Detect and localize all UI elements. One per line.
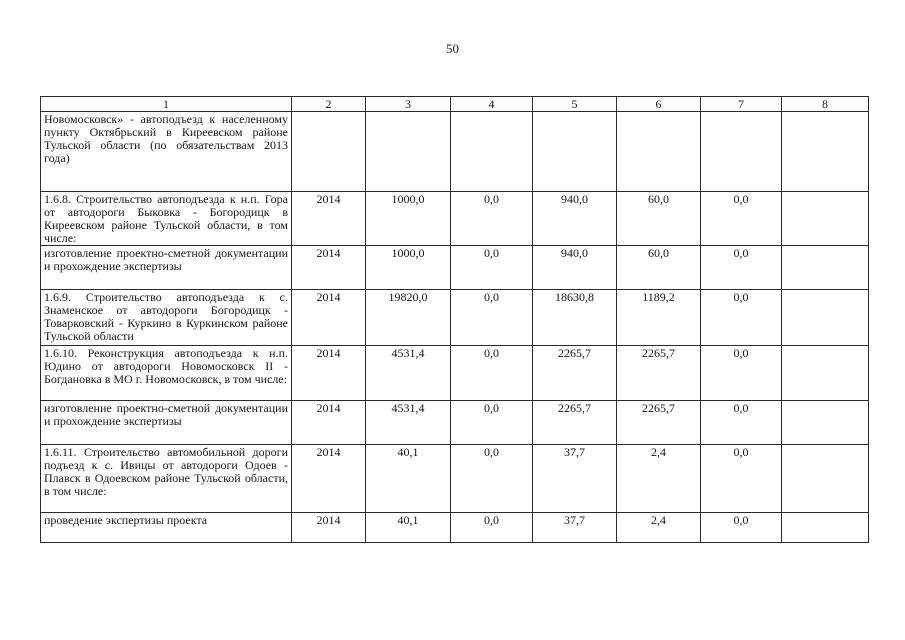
cell-col8 — [782, 445, 869, 513]
cell-col6: 60,0 — [617, 246, 701, 290]
table-row — [41, 445, 869, 513]
cell-col8 — [782, 112, 869, 192]
cell-total — [366, 112, 451, 192]
cell-col5: 2265,7 — [533, 346, 617, 401]
cell-col7: 0,0 — [701, 401, 782, 445]
cell-year: 2014 — [292, 346, 366, 401]
cell-col7: 0,0 — [701, 192, 782, 246]
cell-total: 40,1 — [366, 513, 451, 543]
cell-col6: 2265,7 — [617, 401, 701, 445]
row-description: проведение экспертизы проекта — [41, 513, 292, 543]
cell-col7: 0,0 — [701, 290, 782, 346]
row-description: 1.6.9. Строительство автоподъезда к с. Знаменское от автодороги Богородицк - Товарковский - Куркино в Куркинском районе Тульской области — [41, 290, 292, 346]
row-description: 1.6.10. Реконструкция автоподъезда к н.п. Юдино от автодороги Новомосковск II - Богдановка в МО г. Новомосковск, в том числе: — [41, 346, 292, 401]
cell-col6 — [617, 112, 701, 192]
cell-col4 — [451, 112, 533, 192]
cell-col5: 940,0 — [533, 246, 617, 290]
cell-col6: 2265,7 — [617, 346, 701, 401]
row-description: 1.6.8. Строительство автоподъезда к н.п. Гора от автодороги Быковка - Богородицк в Киреевском районе Тульской области, в том числе: — [41, 192, 292, 246]
cell-col7: 0,0 — [701, 246, 782, 290]
table-header-row — [41, 97, 869, 112]
table-row — [41, 112, 869, 192]
column-header: 5 — [533, 97, 617, 112]
budget-table — [40, 96, 869, 543]
cell-year: 2014 — [292, 513, 366, 543]
cell-year: 2014 — [292, 401, 366, 445]
cell-col8 — [782, 290, 869, 346]
column-header: 8 — [782, 97, 869, 112]
cell-col6: 1189,2 — [617, 290, 701, 346]
cell-total: 4531,4 — [366, 401, 451, 445]
cell-col8 — [782, 346, 869, 401]
cell-col8 — [782, 192, 869, 246]
table-row — [41, 346, 869, 401]
cell-col6: 2,4 — [617, 445, 701, 513]
cell-year: 2014 — [292, 290, 366, 346]
cell-col8 — [782, 246, 869, 290]
cell-year: 2014 — [292, 445, 366, 513]
cell-col4: 0,0 — [451, 290, 533, 346]
cell-total: 1000,0 — [366, 192, 451, 246]
cell-total: 1000,0 — [366, 246, 451, 290]
cell-col5: 940,0 — [533, 192, 617, 246]
table-row — [41, 246, 869, 290]
cell-col6: 60,0 — [617, 192, 701, 246]
column-header: 4 — [451, 97, 533, 112]
cell-total: 19820,0 — [366, 290, 451, 346]
cell-total: 40,1 — [366, 445, 451, 513]
table-row — [41, 401, 869, 445]
cell-col4: 0,0 — [451, 192, 533, 246]
cell-col5: 2265,7 — [533, 401, 617, 445]
cell-col5 — [533, 112, 617, 192]
cell-col4: 0,0 — [451, 246, 533, 290]
table-row — [41, 192, 869, 246]
row-description: 1.6.11. Строительство автомобильной дороги подъезд к с. Ивицы от автодороги Одоев - Плавск в Одоевском районе Тульской области, в том числе: — [41, 445, 292, 513]
cell-col5: 37,7 — [533, 513, 617, 543]
cell-col7: 0,0 — [701, 445, 782, 513]
cell-col8 — [782, 513, 869, 543]
cell-col7 — [701, 112, 782, 192]
cell-col4: 0,0 — [451, 513, 533, 543]
cell-col5: 37,7 — [533, 445, 617, 513]
cell-col4: 0,0 — [451, 401, 533, 445]
column-header: 1 — [41, 97, 292, 112]
cell-year — [292, 112, 366, 192]
row-description: изготовление проектно-сметной документации и прохождение экспертизы — [41, 246, 292, 290]
cell-col6: 2,4 — [617, 513, 701, 543]
cell-col7: 0,0 — [701, 346, 782, 401]
cell-col8 — [782, 401, 869, 445]
row-description: Новомосковск» - автоподъезд к населенному пункту Октябрьский в Киреевском районе Тульской области (по обязательствам 2013 года) — [41, 112, 292, 192]
table-row — [41, 513, 869, 543]
table-row — [41, 290, 869, 346]
column-header: 6 — [617, 97, 701, 112]
column-header: 2 — [292, 97, 366, 112]
cell-col4: 0,0 — [451, 445, 533, 513]
cell-year: 2014 — [292, 192, 366, 246]
cell-col5: 18630,8 — [533, 290, 617, 346]
cell-col4: 0,0 — [451, 346, 533, 401]
column-header: 7 — [701, 97, 782, 112]
page-number: 50 — [446, 41, 459, 56]
row-description: изготовление проектно-сметной документации и прохождение экспертизы — [41, 401, 292, 445]
column-header: 3 — [366, 97, 451, 112]
cell-col7: 0,0 — [701, 513, 782, 543]
cell-total: 4531,4 — [366, 346, 451, 401]
cell-year: 2014 — [292, 246, 366, 290]
